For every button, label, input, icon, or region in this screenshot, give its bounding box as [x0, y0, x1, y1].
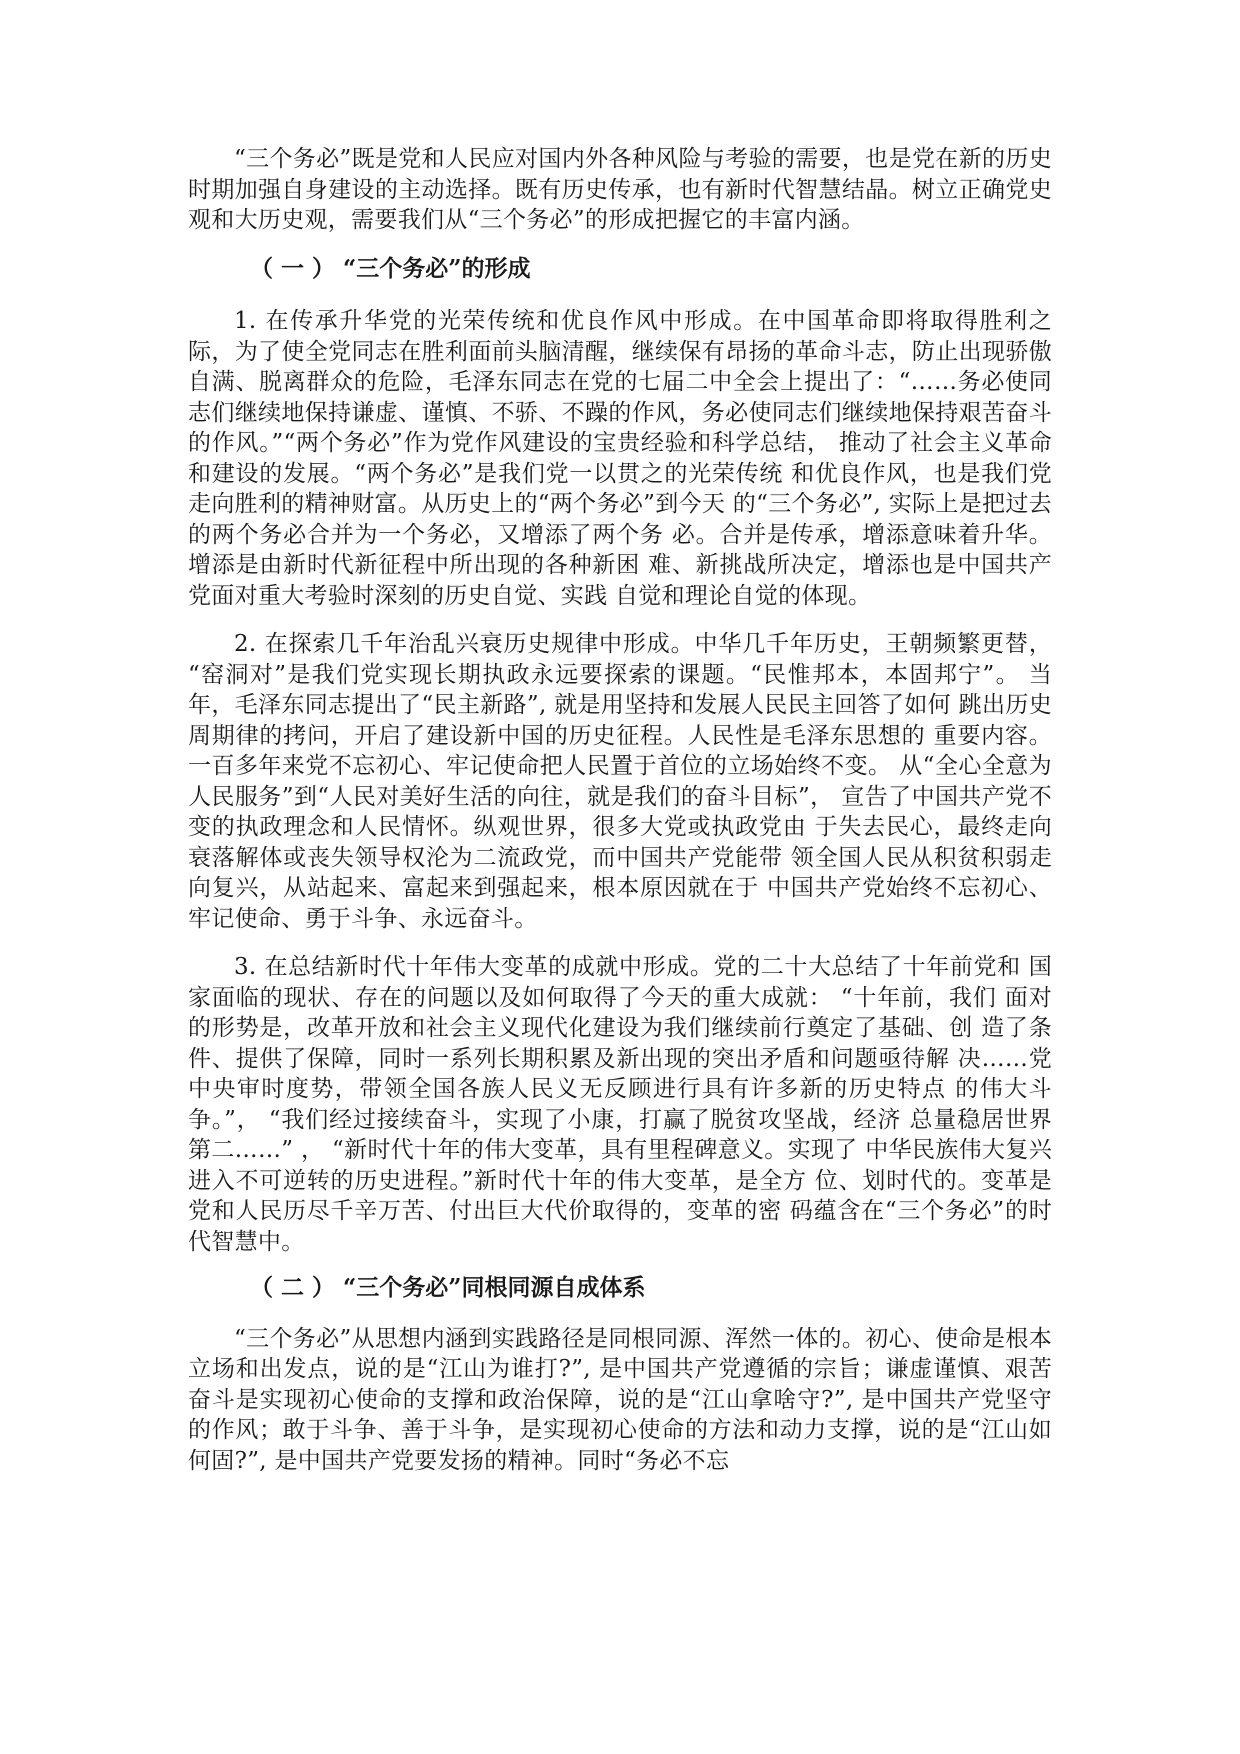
section-two-heading: （ 二 ） “三个务必”同根同源自成体系	[250, 1274, 646, 1301]
document-page	[188, 144, 1052, 1476]
section-one-paragraph-2: 2. 在探索几千年治乱兴衰历史规律中形成。中华几千年历史，王朝频繁更替， “窑洞对”是我们党实现长期执政永远要探索的课题。“民惟邦本，本固邦宁”。 当年，毛泽东同志提出了“民主新路”, 就是用坚持和发展人民民主回答了如何 跳出历史周期律的拷问，开启了建设新中国的历史征程。人民性是毛泽东思想的 重要内容。 一百多年来党不忘初心、牢记使命把人民置于首位的立场始终不变。 从“全心全意为人民服务”到“人民对美好生活的向往，就是我们的奋斗目标”， 宣告了中国共产党不变的执政理念和人民情怀。纵观世界，很多大党或执政党由 于失去民心，最终走向衰落解体或丧失领导权沦为二流政党，而中国共产党能带 领全国人民从积贫积弱走向复兴，从站起来、富起来到强起来，根本原因就在于 中国共产党始终不忘初心、牢记使命、勇于斗争、永远奋斗。	[188, 631, 1052, 932]
intro-paragraph: “三个务必”既是党和人民应对国内外各种风险与考验的需要，也是党在新的历史时期加强自身建设的主动选择。既有历史传承，也有新时代智慧结晶。树立正确党史观和大历史观，需要我们从“三个务必”的形成把握它的丰富内涵。	[188, 146, 1052, 233]
section-one-heading: （ 一 ） “三个务必”的形成	[250, 254, 531, 282]
section-one-paragraph-1: 1. 在传承升华党的光荣传统和优良作风中形成。在中国革命即将取得胜利之际，为了使全党同志在胜利面前头脑清醒，继续保有昂扬的革命斗志，防止出现骄傲自满、脱离群众的危险，毛泽东同志在党的七届二中全会上提出了：“……务必使同志们继续地保持谦虚、谨慎、不骄、不躁的作风，务必使同志们继续地保持艰苦奋斗的作风。”“两个务必”作为党作风建设的宝贵经验和科学总结， 推动了社会主义革命和建设的发展。“两个务必”是我们党一以贯之的光荣传统 和优良作风，也是我们党走向胜利的精神财富。从历史上的“两个务必”到今天 的“三个务必”, 实际上是把过去的两个务必合并为一个务必，又增添了两个务 必。合并是传承，增添意味着升华。增添是由新时代新征程中所出现的各种新困 难、新挑战所决定，增添也是中国共产党面对重大考验时深刻的历史自觉、实践 自觉和理论自觉的体现。	[188, 308, 1052, 609]
section-one-paragraph-3: 3. 在总结新时代十年伟大变革的成就中形成。党的二十大总结了十年前党和 国家面临的现状、存在的问题以及如何取得了今天的重大成就： “十年前，我们 面对的形势是，改革开放和社会主义现代化建设为我们继续前行奠定了基础、创 造了条件、提供了保障，同时一系列长期积累及新出现的突出矛盾和问题亟待解 决……党中央审时度势，带领全国各族人民义无反顾进行具有许多新的历史特点 的伟大斗争。”， “我们经过接续奋斗，实现了小康，打赢了脱贫攻坚战，经济 总量稳居世界第二……” ， “新时代十年的伟大变革，具有里程碑意义。实现了 中华民族伟大复兴进入不可逆转的历史进程。”新时代十年的伟大变革，是全方 位、划时代的。变革是党和人民历尽千辛万苦、付出巨大代价取得的，变革的密 码蕴含在“三个务必”的时代智慧中。	[188, 954, 1052, 1255]
section-two-paragraph-1: “三个务必”从思想内涵到实践路径是同根同源、浑然一体的。初心、使命是根本立场和出发点，说的是“江山为谁打?”, 是中国共产党遵循的宗旨；谦虚谨慎、艰苦奋斗是实现初心使命的支撑和政治保障，说的是“江山拿啥守?”, 是中国共产党坚守的作风；敢于斗争、善于斗争，是实现初心使命的方法和动力支撑，说的是“江山如何固?”, 是中国共产党要发扬的精神。同时“务必不忘	[188, 1325, 1052, 1474]
